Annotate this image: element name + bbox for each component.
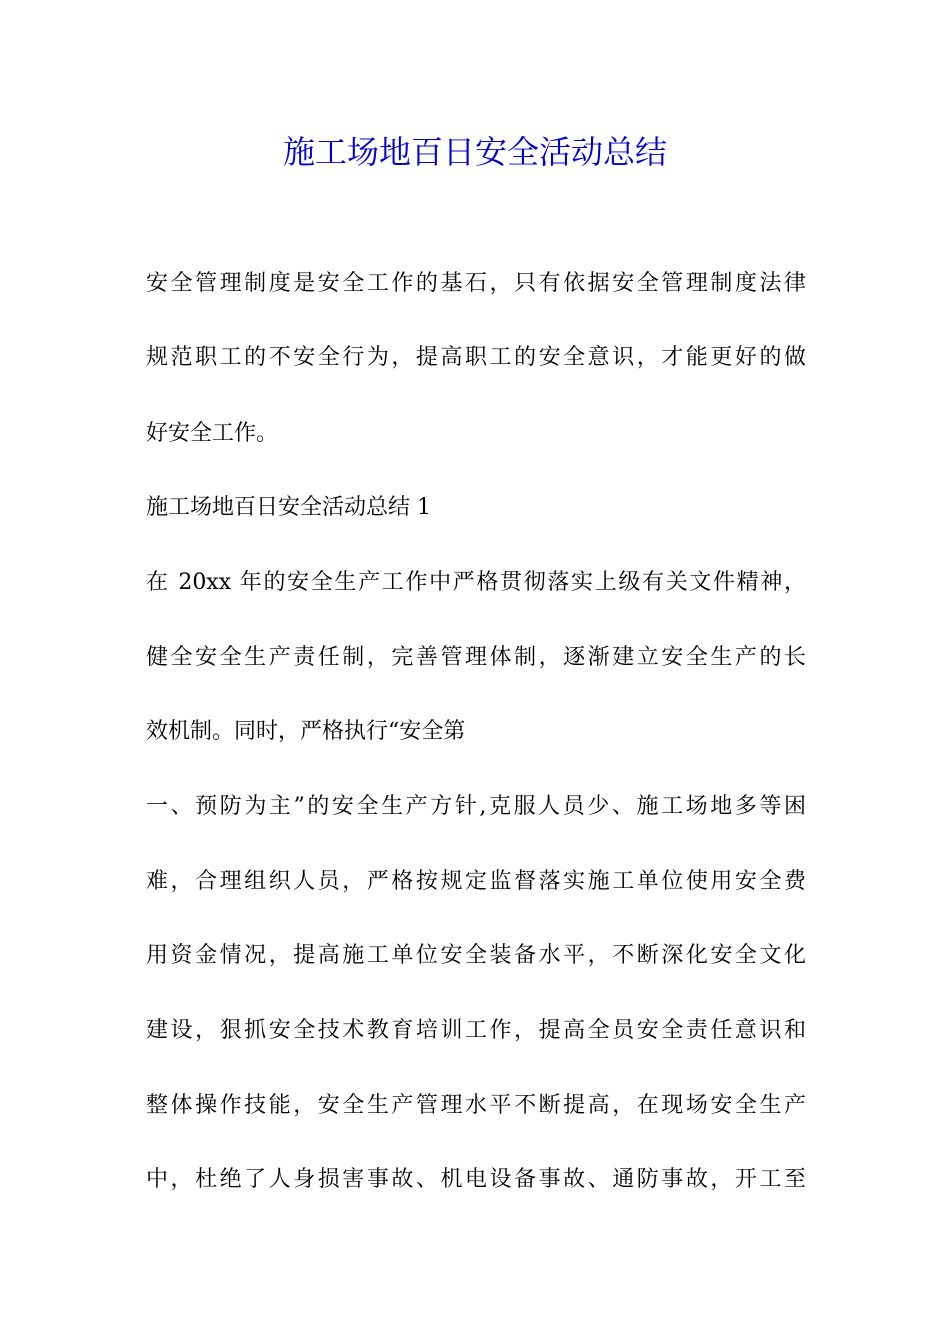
paragraph-line: 好安全工作。 (146, 421, 279, 446)
paragraph-line: 健全安全生产责任制，完善管理体制，逐渐建立安全生产的长 (146, 645, 806, 670)
paragraph-line: 整体操作技能，安全生产管理水平不断提高，在现场安全生产 (146, 1093, 806, 1118)
paragraph-line: 难，合理组织人员，严格按规定监督落实施工单位使用安全费 (146, 869, 806, 894)
paragraph-line: 中，杜绝了人身损害事故、机电设备事故、通防事故，开工至 (146, 1167, 806, 1192)
paragraph-line: 效机制。同时，严格执行“安全第 (146, 719, 466, 744)
paragraph-line: 规范职工的不安全行为，提高职工的安全意识，才能更好的做 (146, 345, 806, 370)
document-title: 施工场地百日安全活动总结 (282, 133, 667, 171)
paragraph-line: 一、预防为主”的安全生产方针,克服人员少、施工场地多等困 (146, 794, 806, 819)
paragraph-line: 安全管理制度是安全工作的基石，只有依据安全管理制度法律 (146, 271, 806, 296)
paragraph-line: 建设，狠抓安全技术教育培训工作，提高全员安全责任意识和 (146, 1018, 806, 1043)
paragraph-line: 用资金情况，提高施工单位安全装备水平，不断深化安全文化 (146, 943, 806, 968)
section-heading: 施工场地百日安全活动总结 1 (146, 495, 431, 520)
paragraph-line: 在 20xx 年的安全生产工作中严格贯彻落实上级有关文件精神， (146, 570, 806, 595)
